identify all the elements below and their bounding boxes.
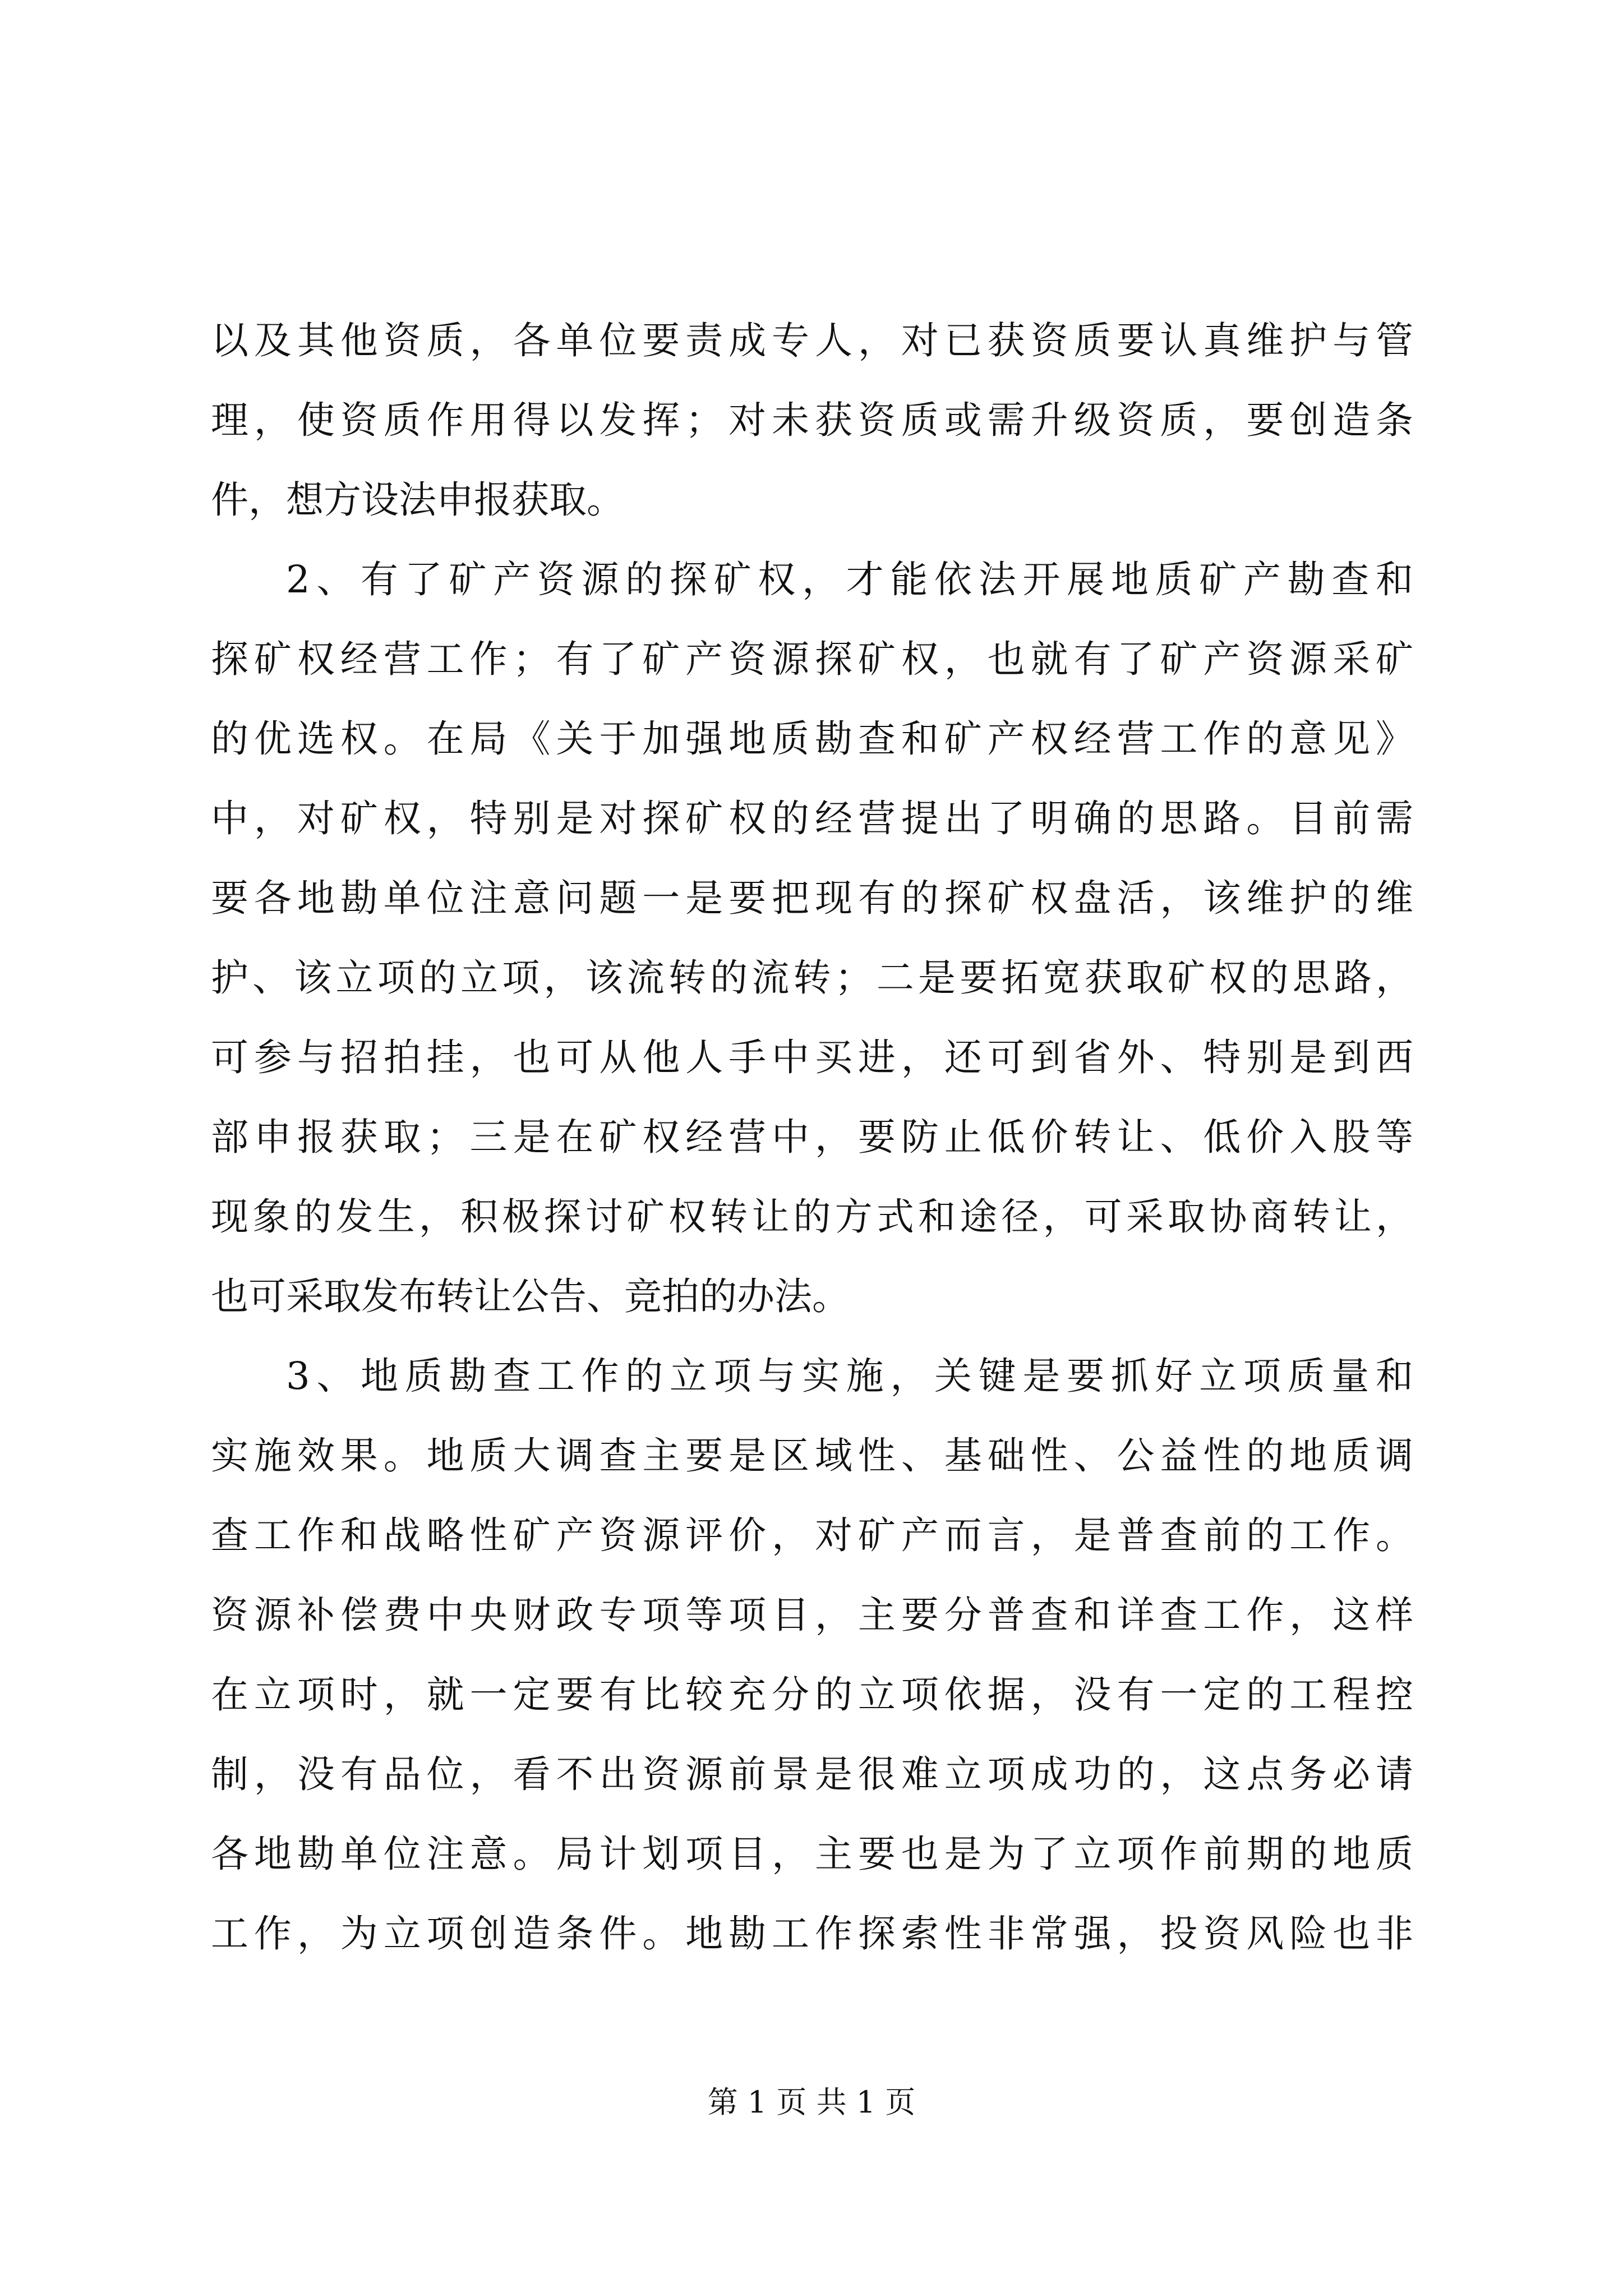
text-line: 制，没有品位，看不出资源前景是很难立项成功的，这点务必请 bbox=[211, 1752, 1413, 1796]
text-line: 部申报获取；三是在矿权经营中，要防止低价转让、低价入股等 bbox=[211, 1115, 1413, 1159]
text-line: 现象的发生，积极探讨矿权转让的方式和途径，可采取协商转让， bbox=[211, 1195, 1413, 1239]
page-footer bbox=[0, 2080, 1623, 2125]
body-text bbox=[211, 301, 1413, 1973]
text-line: 护、该立项的立项，该流转的流转；二是要拓宽获取矿权的思路， bbox=[211, 956, 1413, 1000]
text-line: 各地勘单位注意。局计划项目，主要也是为了立项作前期的地质 bbox=[211, 1832, 1413, 1876]
text-line: 的优选权。在局《关于加强地质勘查和矿产权经营工作的意见》 bbox=[211, 717, 1413, 761]
text-line: 在立项时，就一定要有比较充分的立项依据，没有一定的工程控 bbox=[211, 1673, 1413, 1717]
page-number: 第 1 页 共 1 页 bbox=[707, 2085, 916, 2120]
paragraph-first-line: 2、有了矿产资源的探矿权，才能依法开展地质矿产勘查和 bbox=[286, 558, 1413, 601]
text-line: 工作，为立项创造条件。地勘工作探索性非常强，投资风险也非 bbox=[211, 1912, 1413, 1955]
text-line: 可参与招拍挂，也可从他人手中买进，还可到省外、特别是到西 bbox=[211, 1036, 1413, 1079]
paragraph-first-line: 3、地质勘查工作的立项与实施，关键是要抓好立项质量和 bbox=[286, 1354, 1413, 1398]
text-line: 件，想方设法申报获取。 bbox=[211, 478, 624, 522]
text-line: 理，使资质作用得以发挥；对未获资质或需升级资质，要创造条 bbox=[211, 398, 1413, 442]
text-line: 也可采取发布转让公告、竞拍的办法。 bbox=[211, 1274, 850, 1318]
text-line: 以及其他资质，各单位要责成专人，对已获资质要认真维护与管 bbox=[211, 319, 1413, 362]
text-line: 探矿权经营工作；有了矿产资源探矿权，也就有了矿产资源采矿 bbox=[211, 637, 1413, 681]
text-line: 要各地勘单位注意问题一是要把现有的探矿权盘活，该维护的维 bbox=[211, 876, 1413, 920]
text-line: 查工作和战略性矿产资源评价，对矿产而言，是普查前的工作。 bbox=[211, 1513, 1413, 1557]
text-line: 中，对矿权，特别是对探矿权的经营提出了明确的思路。目前需 bbox=[211, 797, 1413, 840]
text-line: 实施效果。地质大调查主要是区域性、基础性、公益性的地质调 bbox=[211, 1434, 1413, 1478]
text-line: 资源补偿费中央财政专项等项目，主要分普查和详查工作，这样 bbox=[211, 1593, 1413, 1637]
